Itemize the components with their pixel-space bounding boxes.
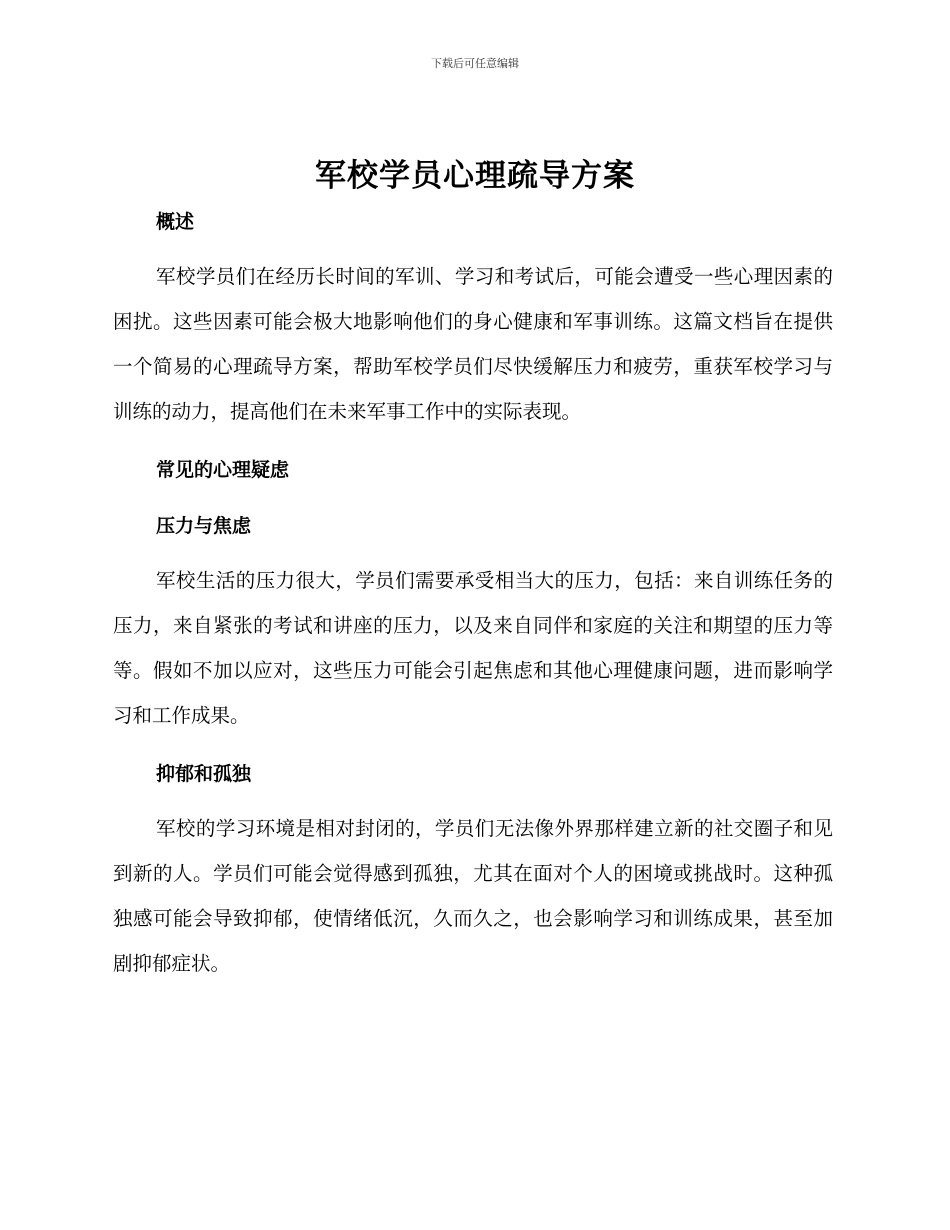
section-heading-common-concerns: 常见的心理疑虑 <box>156 459 290 481</box>
section-heading-stress: 压力与焦虑 <box>156 515 252 537</box>
section-heading-overview: 概述 <box>156 211 195 233</box>
paragraph-stress: 军校生活的压力很大，学员们需要承受相当大的压力，包括：来自训练任务的压力，来自紧张的考试和讲座的压力，以及来自同伴和家庭的关注和期望的压力等等。假如不加以应对，这些压力可能会引起焦虑和其他心理健康问题，进而影响学习和工作成果。 <box>113 569 833 727</box>
paragraph-depression: 军校的学习环境是相对封闭的，学员们无法像外界那样建立新的社交圈子和见到新的人。学员们可能会觉得感到孤独，尤其在面对个人的困境或挑战时。这种孤独感可能会导致抑郁，使情绪低沉，久而久之，也会影响学习和训练成果，甚至加剧抑郁症状。 <box>113 817 833 975</box>
document-body <box>113 202 833 986</box>
paragraph-overview: 军校学员们在经历长时间的军训、学习和考试后，可能会遭受一些心理因素的困扰。这些因素可能会极大地影响他们的身心健康和军事训练。这篇文档旨在提供一个简易的心理疏导方案，帮助军校学员们尽快缓解压力和疲劳，重获军校学习与训练的动力，提高他们在未来军事工作中的实际表现。 <box>113 265 833 423</box>
page-title: 军校学员心理疏导方案 <box>315 158 635 194</box>
section-heading-depression: 抑郁和孤独 <box>156 763 252 785</box>
header-note: 下载后可任意编辑 <box>431 57 519 70</box>
